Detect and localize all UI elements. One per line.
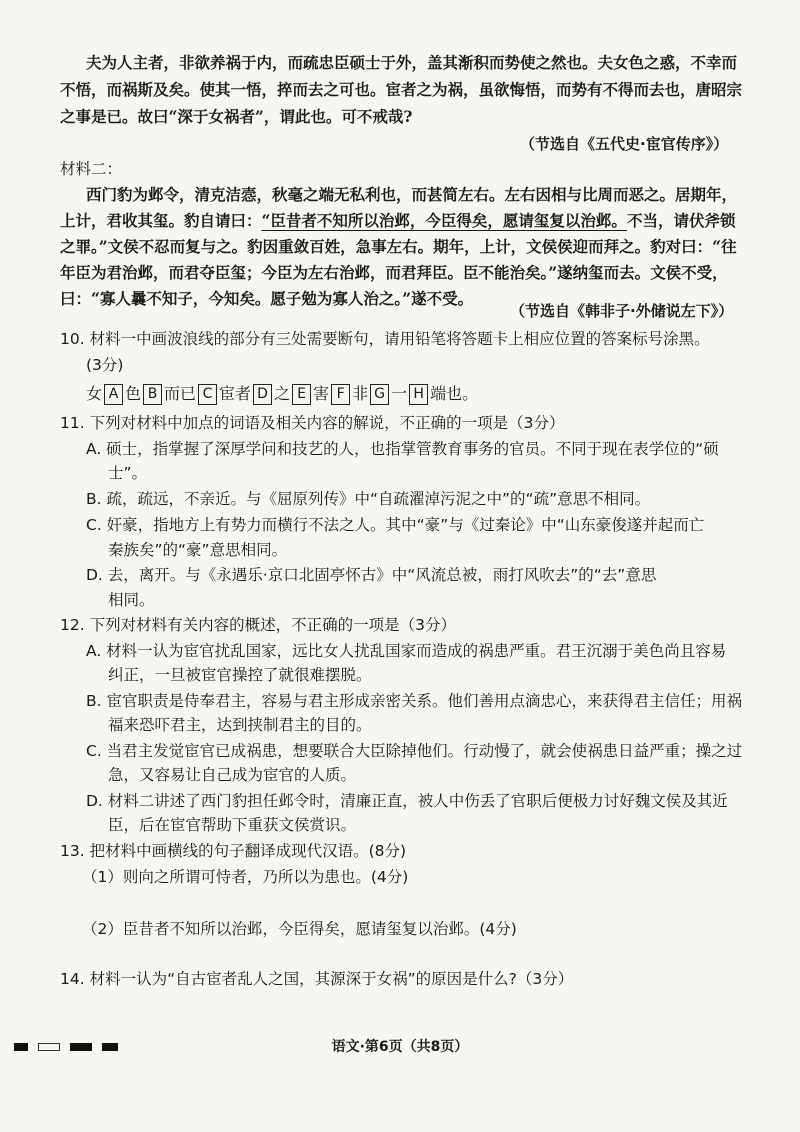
q11-option-b: B. 疏，疏远，不亲近。与《屈原列传》中“自疏濯淖污泥之中”的“疏”意思不相同。 <box>86 490 651 508</box>
q13-sentence-2: （2）臣昔者不知所以治邺，今臣得矣，愿请玺复以治邺。(4分) <box>82 920 517 938</box>
passage1-line2: 不悟，而祸斯及矣。使其一悟，捽而去之可也。宦者之为祸，虽欲悔悟，而势有不得而去也，唐昭宗 <box>60 80 743 99</box>
q12-option-a-line2: 纠正，一旦被宦官操控了就很难摆脱。 <box>108 666 372 684</box>
passage2-source: （节选自《韩非子·外储说左下》） <box>510 302 734 320</box>
break-box-g[interactable]: G <box>370 384 389 405</box>
break-box-f[interactable]: F <box>331 384 350 405</box>
q12-option-d-line2: 臣，后在宦官帮助下重获文侯赏识。 <box>108 816 357 834</box>
break-box-b[interactable]: B <box>143 384 162 405</box>
q12-option-a-line1: A. 材料一认为宦官扰乱国家，远比女人扰乱国家而造成的祸患严重。君王沉溺于美色尚且容易 <box>86 642 727 660</box>
break-box-c[interactable]: C <box>198 384 217 405</box>
passage1-line3: 之事是已。故曰“深于女祸者”，谓此也。可不戒哉? <box>60 107 413 126</box>
q12-option-c-line2: 急，又容易让自己成为宦官的人质。 <box>108 766 357 784</box>
q11-option-c-line1: C. 奸豪，指地方上有势力而横行不法之人。其中“豪”与《过秦论》中“山东豪俊遂并起而亡 <box>86 516 705 534</box>
passage2-line2: 上计，君收其玺。豹自请曰：“臣昔者不知所以治邺，今臣得矣，愿请玺复以治邺。不当，请伏斧锁 <box>60 211 736 230</box>
passage2-heading: 材料二： <box>60 160 123 178</box>
underlined-sentence: “臣昔者不知所以治邺，今臣得矣，愿请玺复以治邺。 <box>261 211 627 230</box>
q13-stem: 13. 把材料中画横线的句子翻译成现代汉语。(8分) <box>60 842 407 860</box>
page-number: 语文·第6页（共8页） <box>331 1039 469 1055</box>
break-box-e[interactable]: E <box>292 384 311 405</box>
q11-option-d-line2: 相同。 <box>108 591 155 609</box>
passage2-line4: 年臣为君治邺，而君夺臣玺；今臣为左右治邺，而君拜臣。臣不能治矣。”遂纳玺而去。文侯不受， <box>60 263 728 282</box>
break-box-d[interactable]: D <box>253 384 272 405</box>
q12-option-b-line1: B. 宦官职责是侍奉君主，容易与君主形成亲密关系。他们善用点滴忠心，来获得君主信任；用祸 <box>86 692 742 710</box>
q11-option-a-line2: 士”。 <box>108 464 148 482</box>
break-box-a[interactable]: A <box>104 384 123 405</box>
q13-sentence-1: （1）则向之所谓可恃者，乃所以为患也。(4分) <box>82 868 409 886</box>
q12-option-b-line2: 福来恐吓君主，达到挟制君主的目的。 <box>108 716 372 734</box>
passage2-line3: 之罪。”文侯不忍而复与之。豹因重敛百姓，急事左右。期年，上计，文侯侯迎而拜之。豹对曰：“往 <box>60 237 737 256</box>
q10-score: (3分) <box>86 356 124 374</box>
q10-stem: 10. 材料一中画波浪线的部分有三处需要断句，请用铅笔将答题卡上相应位置的答案标号涂黑。 <box>60 330 710 348</box>
q12-option-d-line1: D. 材料二讲述了西门豹担任邺令时，清廉正直，被人中伤丢了官职后便极力讨好魏文侯及其近 <box>86 792 728 810</box>
q11-option-a-line1: A. 硕士，指掌握了深厚学问和技艺的人，也指掌管教育事务的官员。不同于现在表学位的“硕 <box>86 440 719 458</box>
passage1-line1: 夫为人主者，非欲养祸于内，而疏忠臣硕士于外，盖其渐积而势使之然也。夫女色之惑，不幸而 <box>86 53 738 72</box>
break-box-h[interactable]: H <box>409 384 428 405</box>
q11-stem: 11. 下列对材料中加点的词语及相关内容的解说，不正确的一项是（3分） <box>60 414 565 432</box>
q14-stem: 14. 材料一认为“自古宦者乱人之国，其源深于女祸”的原因是什么?（3分） <box>60 970 574 988</box>
passage2-line5: 曰：“寡人曩不知子，今知矣。愿子勉为寡人治之。”遂不受。 <box>60 289 474 308</box>
passage2-line1: 西门豹为邺令，清克洁悫，秋毫之端无私利也，而甚简左右。左右因相与比周而恶之。居期年， <box>86 185 738 204</box>
passage1-source: （节选自《五代史·宦官传序》） <box>520 135 729 153</box>
q12-option-c-line1: C. 当君主发觉宦官已成祸患，想要联合大臣除掉他们。行动慢了，就会使祸患日益严重；操之过 <box>86 742 743 760</box>
q11-option-d-line1: D. 去，离开。与《永遇乐·京口北固亭怀古》中“风流总被，雨打风吹去”的“去”意思 <box>86 566 657 584</box>
q12-stem: 12. 下列对材料有关内容的概述，不正确的一项是（3分） <box>60 616 456 634</box>
q11-option-c-line2: 秦族矣”的“豪”意思相同。 <box>108 541 288 559</box>
q10-boxes-row: 女 A 色 B 而已 C 宦者 D 之 E 害 F 非 G 一 H 端也。 <box>86 384 479 403</box>
